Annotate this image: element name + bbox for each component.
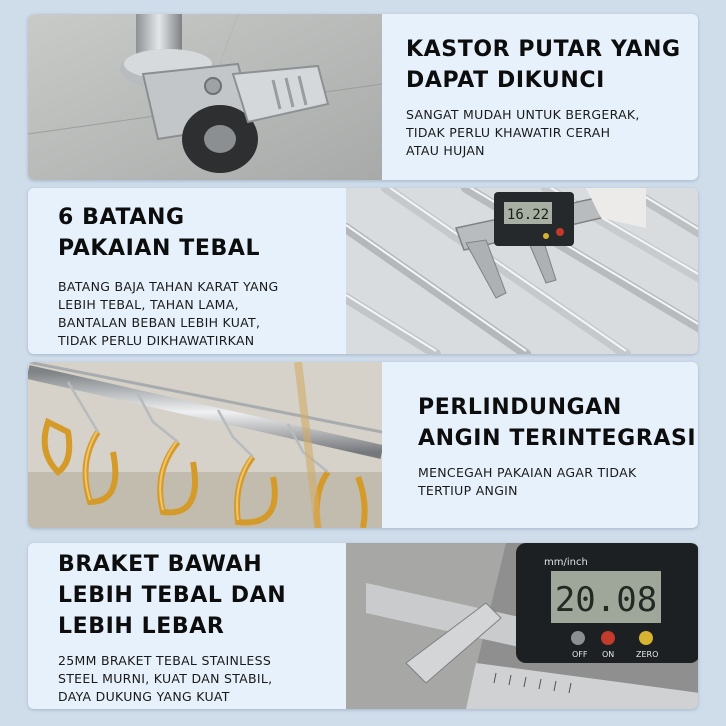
feature-card-wind bbox=[28, 362, 698, 528]
caster-wheel-photo bbox=[28, 14, 382, 180]
feature-text-rods bbox=[58, 188, 368, 354]
caliper-rods-photo bbox=[346, 188, 698, 354]
feature-text-bracket bbox=[58, 543, 368, 709]
feature-card-caster bbox=[28, 14, 698, 180]
feature-title: BRAKET BAWAH LEBIH TEBAL DAN LEBIH LEBAR bbox=[58, 552, 287, 639]
hangers-photo bbox=[28, 362, 382, 528]
feature-description: 25MM BRAKET TEBAL STAINLESS STEEL MURNI, KUAT DAN STABIL, DAYA DUKUNG YANG KUAT bbox=[58, 653, 273, 704]
feature-description: MENCEGAH PAKAIAN AGAR TIDAK TERTIUP ANGIN bbox=[418, 465, 637, 498]
caliper-button-on-label: ON bbox=[602, 650, 615, 659]
feature-text-wind bbox=[418, 362, 698, 528]
feature-description: BATANG BAJA TAHAN KARAT YANG LEBIH TEBAL, TAHAN LAMA, BANTALAN BEBAN LEBIH KUAT, TIDAK PERLU DIKHAWATIRKAN bbox=[58, 279, 279, 348]
caliper-display-reading: 16.22 bbox=[506, 207, 550, 223]
caliper-button-zero-label: ZERO bbox=[636, 650, 659, 659]
caliper-brand-label: mm/inch bbox=[544, 557, 588, 568]
caliper-button-off-label: OFF bbox=[572, 650, 588, 659]
feature-card-bracket bbox=[28, 543, 698, 709]
feature-card-rods bbox=[28, 188, 698, 354]
feature-text-caster bbox=[406, 14, 698, 180]
feature-title: PERLINDUNGAN ANGIN TERINTEGRASI bbox=[418, 395, 697, 451]
caliper-display-reading: 20.08 bbox=[554, 580, 658, 620]
caliper-bracket-photo bbox=[346, 543, 698, 709]
feature-title: KASTOR PUTAR YANG DAPAT DIKUNCI bbox=[406, 37, 681, 93]
feature-title: 6 BATANG PAKAIAN TEBAL bbox=[58, 205, 261, 261]
feature-description: SANGAT MUDAH UNTUK BERGERAK, TIDAK PERLU KHAWATIR CERAH ATAU HUJAN bbox=[406, 107, 640, 158]
